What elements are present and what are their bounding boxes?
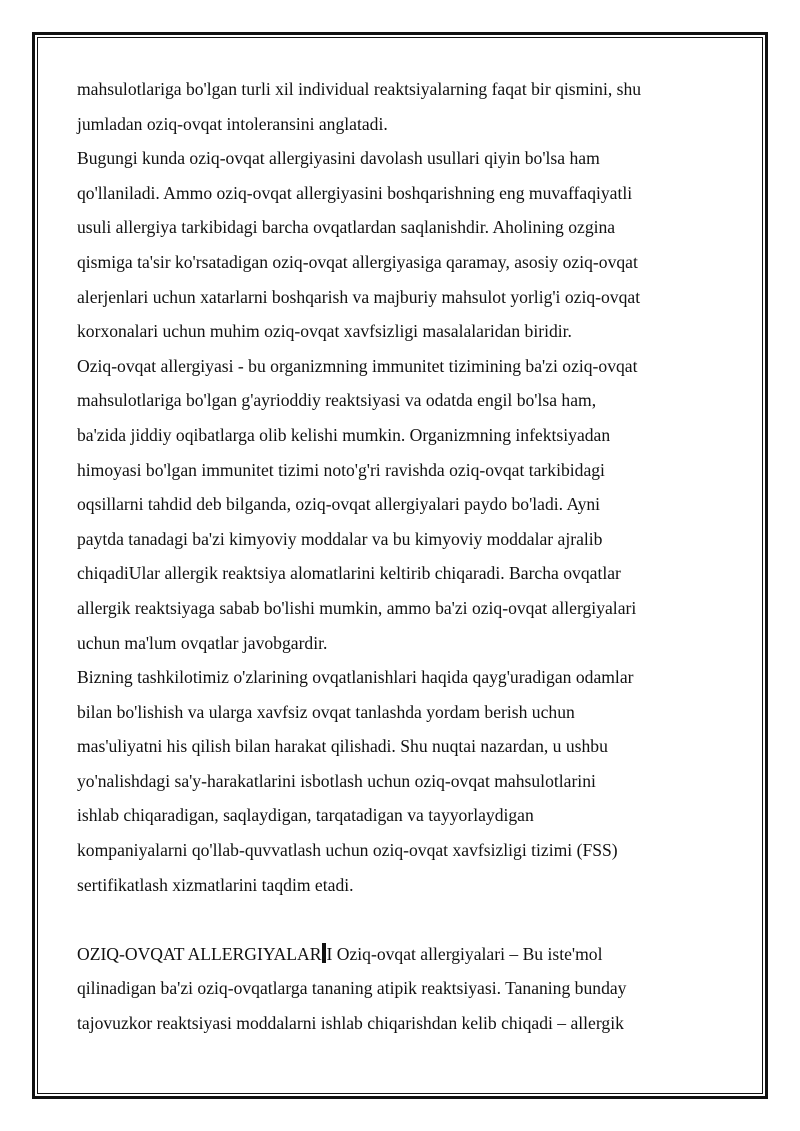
text-line: korxonalari uchun muhim oziq-ovqat xavfsizligi masalalaridan biridir. (77, 321, 572, 342)
text-line: qismiga ta'sir ko'rsatadigan oziq-ovqat allergiyasiga qaramay, asosiy oziq-ovqat (77, 251, 638, 272)
text-line: kompaniyalarni qo'llab-quvvatlash uchun oziq-ovqat xavfsizligi tizimi (FSS) (77, 840, 618, 861)
text-line: alerjenlari uchun xatarlarni boshqarish va majburiy mahsulot yorlig'i oziq-ovqat (77, 286, 641, 307)
section-heading: OZIQ-OVQAT ALLERGIYALAR (77, 943, 322, 964)
text-line: qilinadigan ba'zi oziq-ovqatlarga tananing atipik reaktsiyasi. Tananing bunday (77, 978, 627, 999)
text-line: chiqadiUlar allergik reaktsiya alomatlarini keltirib chiqaradi. Barcha ovqatlar (77, 563, 621, 584)
text-line: Bizning tashkilotimiz o'zlarining ovqatlanishlari haqida qayg'uradigan odamlar (77, 667, 634, 688)
text-cursor (322, 943, 326, 963)
text-line: oqsillarni tahdid deb bilganda, oziq-ovqat allergiyalari paydo bo'ladi. Ayni (77, 494, 601, 515)
text-line: mahsulotlariga bo'lgan turli xil individual reaktsiyalarning faqat bir qismini, shu (77, 79, 642, 99)
text-line: ba'zida jiddiy oqibatlarga olib kelishi mumkin. Organizmning infektsiyadan (77, 424, 611, 445)
section-heading-line (77, 937, 727, 972)
text-line: uchun ma'lum ovqatlar javobgardir. (77, 632, 328, 653)
text-line: tajovuzkor reaktsiyasi moddalarni ishlab chiqarishdan kelib chiqadi – allergik (77, 1013, 624, 1034)
document-body (77, 72, 727, 1041)
text-line: Oziq-ovqat allergiyasi - bu organizmning immunitet tizimining ba'zi oziq-ovqat (77, 355, 638, 376)
text-line: ishlab chiqaradigan, saqlaydigan, tarqatadigan va tayyorlaydigan (77, 805, 534, 826)
text-line: mas'uliyatni his qilish bilan harakat qilishadi. Shu nuqtai nazardan, u ushbu (77, 736, 608, 757)
text-line: mahsulotlariga bo'lgan g'ayrioddiy reaktsiyasi va odatda engil bo'lsa ham, (77, 390, 597, 411)
text-line: Bugungi kunda oziq-ovqat allergiyasini davolash usullari qiyin bo'lsa ham (77, 148, 600, 169)
text-line: yo'nalishdagi sa'y-harakatlarini isbotlash uchun oziq-ovqat mahsulotlarini (77, 770, 596, 791)
text-line: bilan bo'lishish va ularga xavfsiz ovqat tanlashda yordam berish uchun (77, 701, 575, 722)
heading-continuation: I Oziq-ovqat allergiyalari – Bu iste'mol (326, 943, 603, 964)
text-line: qo'llaniladi. Ammo oziq-ovqat allergiyasini boshqarishning eng muvaffaqiyatli (77, 182, 633, 203)
text-line: himoyasi bo'lgan immunitet tizimi noto'g'ri ravishda oziq-ovqat tarkibidagi (77, 459, 605, 480)
paragraph-gap (77, 902, 727, 937)
text-line: sertifikatlash xizmatlarini taqdim etadi. (77, 874, 354, 895)
text-line: allergik reaktsiyaga sabab bo'lishi mumkin, ammo ba'zi oziq-ovqat allergiyalari (77, 597, 637, 618)
text-line: usuli allergiya tarkibidagi barcha ovqatlardan saqlanishdir. Aholining ozgina (77, 217, 616, 238)
text-line: jumladan oziq-ovqat intoleransini anglatadi. (77, 113, 388, 134)
text-line: paytda tanadagi ba'zi kimyoviy moddalar va bu kimyoviy moddalar ajralib (77, 528, 603, 549)
